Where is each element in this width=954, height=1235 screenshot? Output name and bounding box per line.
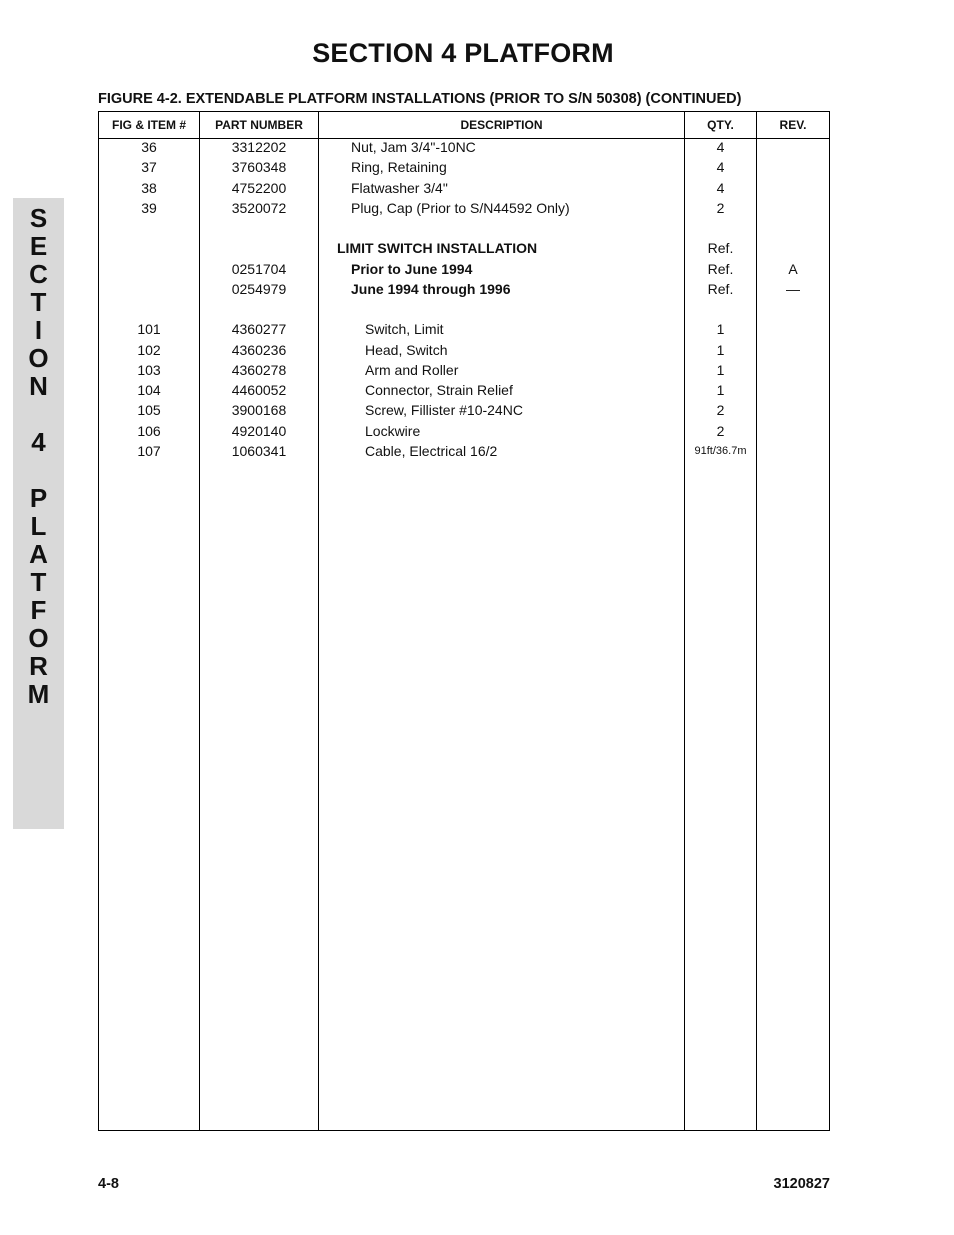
quantity: Ref.: [707, 261, 734, 277]
revision: [757, 380, 829, 400]
side-tab-letter: C: [29, 259, 48, 289]
revision: [757, 441, 829, 461]
table-header: [99, 112, 829, 139]
item-number: 38: [141, 180, 157, 196]
quantity: 1: [716, 321, 725, 337]
revision: [757, 319, 829, 339]
item-number: 39: [141, 200, 157, 216]
part-number: 4920140: [231, 423, 287, 439]
side-tab-letter: R: [29, 651, 48, 681]
side-tab-letter: A: [29, 539, 48, 569]
item-number: 104: [137, 382, 161, 398]
item-number: 36: [141, 139, 157, 155]
description: Nut, Jam 3/4"-10NC: [351, 139, 476, 155]
item-number: [99, 238, 199, 258]
quantity: 1: [716, 362, 725, 378]
table-row: [99, 178, 829, 198]
part-number: 3760348: [231, 159, 287, 175]
description: Lockwire: [365, 423, 421, 439]
table-row-assembly: [99, 238, 829, 258]
side-tab-letter: T: [30, 287, 47, 317]
quantity: 2: [716, 423, 725, 439]
table-row: [99, 157, 829, 177]
revision: [757, 400, 829, 420]
revision: [757, 137, 829, 157]
item-number: [99, 279, 199, 299]
side-tab-letter: [13, 456, 64, 484]
description: Screw, Fillister #10-24NC: [365, 402, 523, 418]
part-number: 4360277: [231, 321, 287, 337]
side-tab-letters: [13, 204, 64, 708]
quantity: 1: [716, 342, 725, 358]
quantity: 4: [716, 139, 725, 155]
table-row: [99, 319, 829, 339]
quantity: 4: [716, 159, 725, 175]
description: Connector, Strain Relief: [365, 382, 513, 398]
description: Ring, Retaining: [351, 159, 447, 175]
part-number: 3900168: [231, 402, 287, 418]
description: Arm and Roller: [365, 362, 459, 378]
description: June 1994 through 1996: [351, 281, 511, 297]
description: Switch, Limit: [365, 321, 444, 337]
part-number: 0251704: [231, 261, 287, 277]
footer-page-number: 4-8: [98, 1176, 119, 1192]
part-number: 4360278: [231, 362, 287, 378]
side-tab-letter: M: [27, 679, 50, 709]
description: Plug, Cap (Prior to S/N44592 Only): [351, 200, 570, 216]
description: LIMIT SWITCH INSTALLATION: [337, 240, 538, 256]
description: Flatwasher 3/4": [351, 180, 448, 196]
part-number: 4360236: [231, 342, 287, 358]
quantity: 91ft/36.7m: [694, 445, 747, 457]
side-tab-letter: 4: [31, 427, 46, 457]
side-tab-letter: I: [34, 315, 43, 345]
part-number: [200, 238, 318, 258]
revision: [757, 198, 829, 218]
side-tab-letter: E: [29, 231, 48, 261]
quantity: 2: [716, 402, 725, 418]
side-tab-letter: [13, 400, 64, 428]
table-row: [99, 441, 829, 461]
item-number: 103: [137, 362, 161, 378]
item-number: 101: [137, 321, 161, 337]
part-number: 3520072: [231, 200, 287, 216]
header-rev: REV.: [779, 118, 807, 132]
item-number: 37: [141, 159, 157, 175]
table-row: [99, 421, 829, 441]
item-number: 107: [137, 443, 161, 459]
description: Head, Switch: [365, 342, 448, 358]
item-number: 106: [137, 423, 161, 439]
side-tab-letter: T: [30, 567, 47, 597]
revision: [757, 421, 829, 441]
quantity: Ref.: [707, 240, 734, 256]
revision: [757, 238, 829, 258]
header-part-number: PART NUMBER: [215, 118, 303, 132]
part-number: 4460052: [231, 382, 287, 398]
item-number: 105: [137, 402, 161, 418]
revision: [757, 178, 829, 198]
side-tab-letter: O: [28, 623, 49, 653]
side-tab-letter: S: [29, 203, 48, 233]
header-description: DESCRIPTION: [460, 118, 543, 132]
table-row-assembly: [99, 279, 829, 299]
side-tab-letter: F: [30, 595, 47, 625]
footer-document-number: 3120827: [773, 1176, 830, 1192]
header-qty: QTY.: [707, 118, 734, 132]
revision: [757, 157, 829, 177]
table-row: [99, 198, 829, 218]
table-row: [99, 400, 829, 420]
part-number: 0254979: [231, 281, 287, 297]
revision: A: [788, 261, 798, 277]
table-row: [99, 340, 829, 360]
side-tab-letter: N: [29, 371, 48, 401]
table-row: [99, 137, 829, 157]
quantity: 4: [716, 180, 725, 196]
item-number: [99, 259, 199, 279]
revision: —: [786, 281, 800, 297]
table-row-assembly: [99, 259, 829, 279]
table-row: [99, 380, 829, 400]
item-number: 102: [137, 342, 161, 358]
parts-table: [98, 111, 830, 1131]
section-side-tab: [13, 198, 64, 829]
quantity: Ref.: [707, 281, 734, 297]
revision: [757, 340, 829, 360]
quantity: 1: [716, 382, 725, 398]
part-number: 4752200: [231, 180, 287, 196]
part-number: 1060341: [231, 443, 287, 459]
section-title: SECTION 4 PLATFORM: [312, 38, 614, 68]
side-tab-letter: P: [29, 483, 48, 513]
table-row: [99, 360, 829, 380]
side-tab-letter: O: [28, 343, 49, 373]
part-number: 3312202: [231, 139, 287, 155]
revision: [757, 360, 829, 380]
description: Prior to June 1994: [351, 261, 473, 277]
quantity: 2: [716, 200, 725, 216]
figure-title: FIGURE 4-2. EXTENDABLE PLATFORM INSTALLATIONS (PRIOR TO S/N 50308) (CONTINUED): [98, 91, 742, 107]
description: Cable, Electrical 16/2: [365, 443, 498, 459]
header-item: FIG & ITEM #: [111, 118, 186, 132]
side-tab-letter: L: [30, 511, 47, 541]
